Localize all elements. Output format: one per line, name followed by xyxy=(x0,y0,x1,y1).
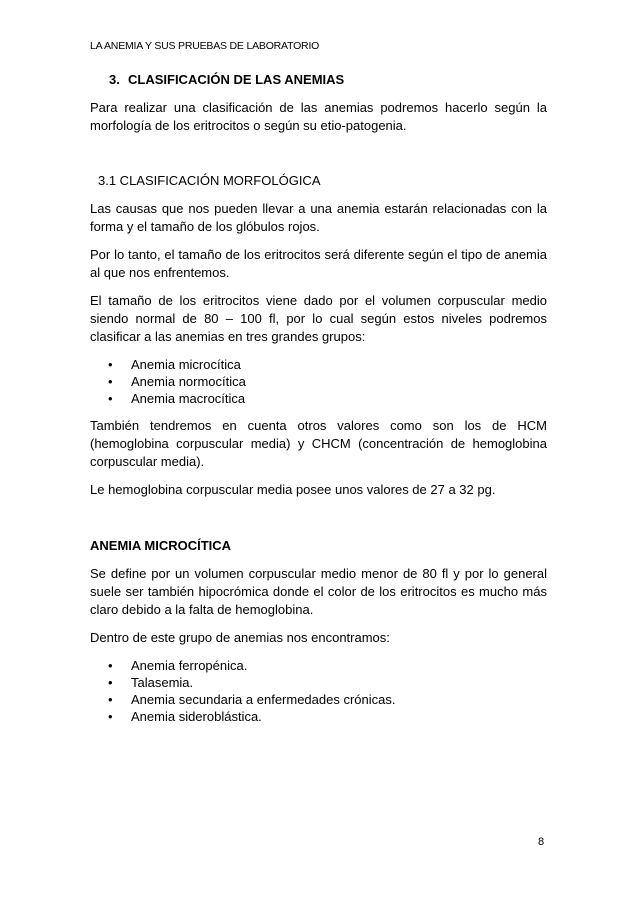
page-content xyxy=(90,71,547,735)
list-item xyxy=(90,657,547,674)
list-item xyxy=(90,356,547,373)
list-item-text: Anemia sideroblástica. xyxy=(131,709,262,724)
section-3-number: 3. xyxy=(109,72,120,87)
list-item xyxy=(90,674,547,691)
microcitica-heading: ANEMIA MICROCÍTICA xyxy=(90,538,232,553)
paragraph: Se define por un volumen corpuscular medio menor de 80 fl y por lo general suele ser también hipocrómica donde el color de los eritrocitos es mucho más claro debido a la falta de hemoglobina. xyxy=(90,566,547,617)
paragraph: El tamaño de los eritrocitos viene dado por el volumen corpuscular medio siendo normal de 80 – 100 fl, por lo cual según estos niveles podremos clasificar a las anemias en tres grandes grupos: xyxy=(90,293,547,344)
paragraph: Dentro de este grupo de anemias nos encontramos: xyxy=(90,630,390,645)
spacer xyxy=(90,145,547,172)
paragraph: Por lo tanto, el tamaño de los eritrocitos será diferente según el tipo de anemia al que nos enfrentemos. xyxy=(90,247,547,280)
anemia-groups-list xyxy=(90,356,547,407)
section-3-title: CLASIFICACIÓN DE LAS ANEMIAS xyxy=(128,72,345,87)
list-item-text: Anemia ferropénica. xyxy=(131,658,248,673)
paragraph: Las causas que nos pueden llevar a una anemia estarán relacionadas con la forma y el tamaño de los glóbulos rojos. xyxy=(90,201,547,234)
bullet-icon: • xyxy=(108,675,113,690)
paragraph: Le hemoglobina corpuscular media posee unos valores de 27 a 32 pg. xyxy=(90,482,496,497)
list-item-text: Talasemia. xyxy=(131,675,194,690)
section-3-1-heading: 3.1 CLASIFICACIÓN MORFOLÓGICA xyxy=(98,173,321,188)
microcitica-types-list xyxy=(90,657,547,725)
bullet-icon: • xyxy=(108,658,113,673)
bullet-icon: • xyxy=(108,709,113,724)
page-number: 8 xyxy=(538,836,545,848)
list-item-text: Anemia microcítica xyxy=(131,357,241,372)
spacer xyxy=(90,509,547,537)
section-3-intro: Para realizar una clasificación de las anemias podremos hacerlo según la morfología de los eritrocitos o según su etio-patogenia. xyxy=(90,100,547,133)
list-item xyxy=(90,373,547,390)
list-item xyxy=(90,708,547,725)
bullet-icon: • xyxy=(108,391,113,406)
list-item-text: Anemia macrocítica xyxy=(131,391,246,406)
section-3-heading xyxy=(109,71,547,89)
list-item-text: Anemia secundaria a enfermedades crónicas. xyxy=(131,692,396,707)
bullet-icon: • xyxy=(108,692,113,707)
paragraph: También tendremos en cuenta otros valores como son los de HCM (hemoglobina corpuscular media) y CHCM (concentración de hemoglobina corpuscular media). xyxy=(90,418,547,469)
list-item xyxy=(90,390,547,407)
list-item xyxy=(90,691,547,708)
list-item-text: Anemia normocítica xyxy=(131,374,246,389)
bullet-icon: • xyxy=(108,374,113,389)
running-header: LA ANEMIA Y SUS PRUEBAS DE LABORATORIO xyxy=(90,40,320,52)
bullet-icon: • xyxy=(108,357,113,372)
